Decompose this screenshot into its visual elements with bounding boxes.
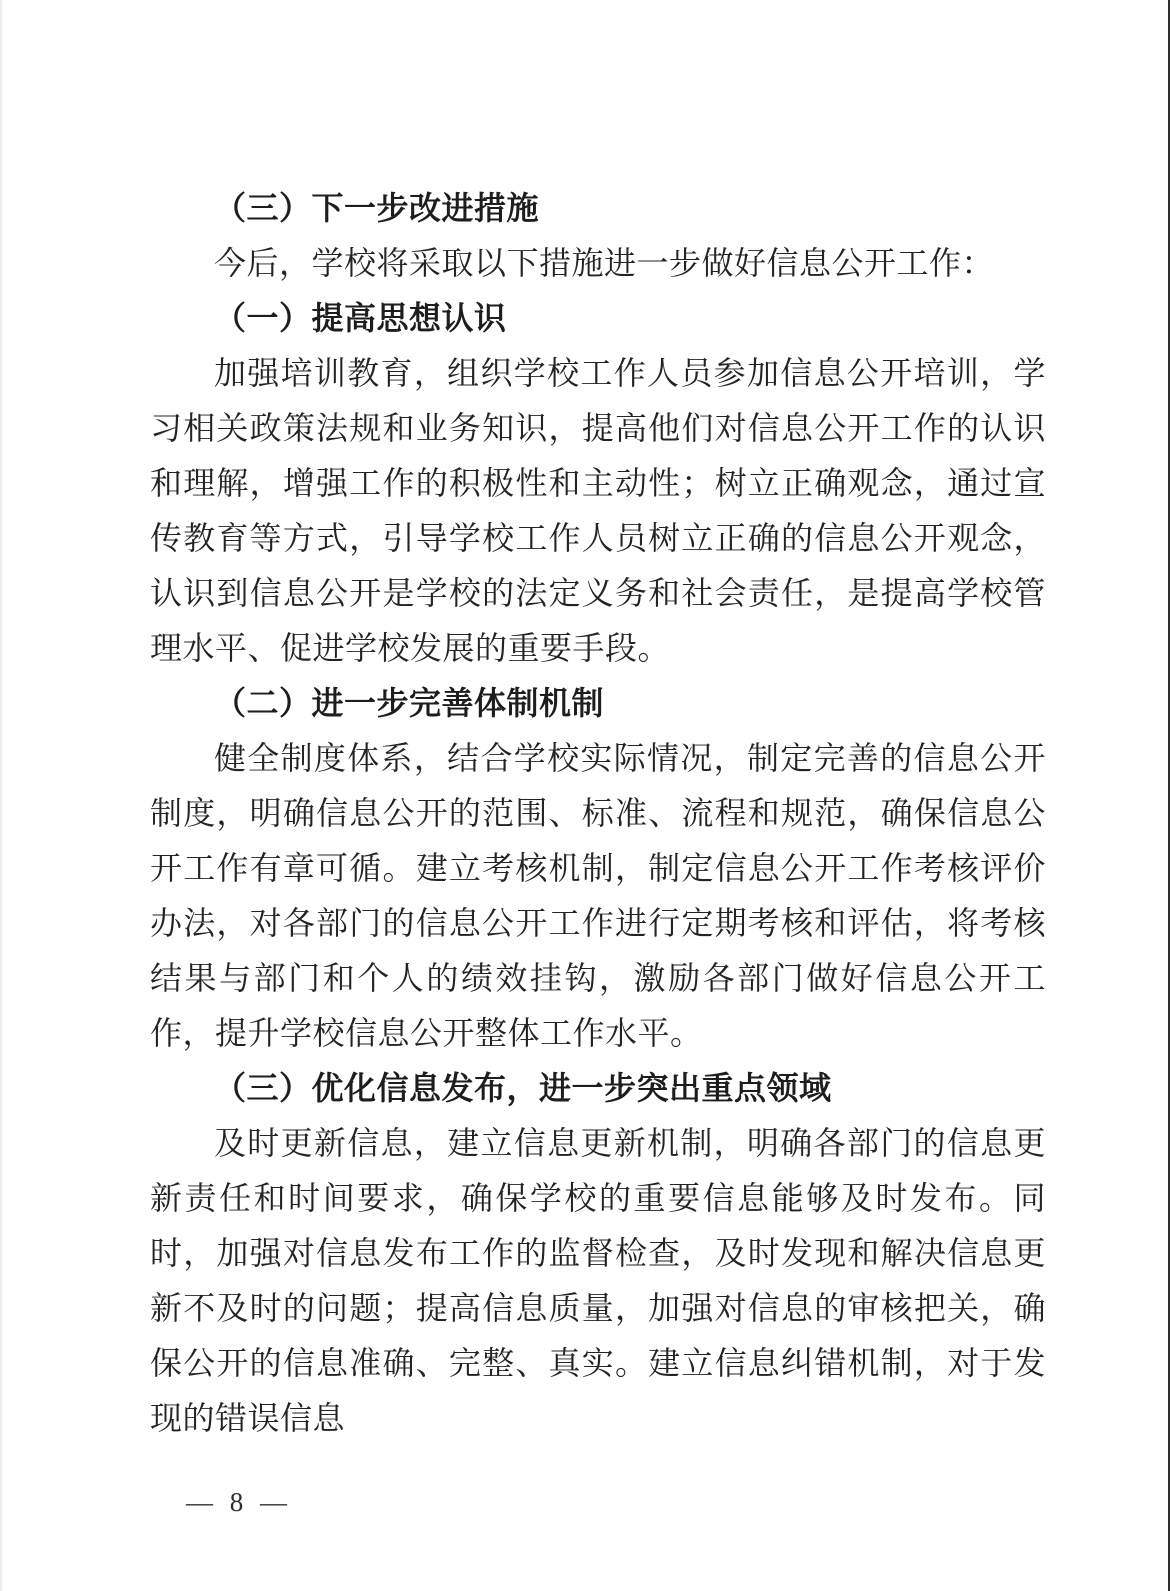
section-heading: （二）进一步完善体制机制 bbox=[214, 685, 605, 721]
section-heading: （三）下一步改进措施 bbox=[214, 190, 540, 226]
paragraph: 今后，学校将采取以下措施进一步做好信息公开工作： bbox=[214, 245, 995, 281]
section-heading: （三）优化信息发布，进一步突出重点领域 bbox=[214, 1070, 832, 1106]
section-heading: （一）提高思想认识 bbox=[214, 300, 507, 336]
page-number: — 8 — bbox=[186, 1487, 292, 1517]
page-left-edge bbox=[0, 0, 2, 1591]
paragraph: 加强培训教育，组织学校工作人员参加信息公开培训，学习相关政策法规和业务知识，提高他们对信息公开工作的认识和理解，增强工作的积极性和主动性；树立正确观念，通过宣传教育等方式，引导学校工作人员树立正确的信息公开观念，认识到信息公开是学校的法定义务和社会责任，是提高学校管理水平、促进学校发展的重要手段。 bbox=[150, 355, 1046, 666]
paragraph: 及时更新信息，建立信息更新机制，明确各部门的信息更新责任和时间要求，确保学校的重要信息能够及时发布。同时，加强对信息发布工作的监督检查，及时发现和解决信息更新不及时的问题；提高信息质量，加强对信息的审核把关，确保公开的信息准确、完整、真实。建立信息纠错机制，对于发现的错误信息 bbox=[150, 1125, 1046, 1436]
paragraph: 健全制度体系，结合学校实际情况，制定完善的信息公开制度，明确信息公开的范围、标准、流程和规范，确保信息公开工作有章可循。建立考核机制，制定信息公开工作考核评价办法，对各部门的信息公开工作进行定期考核和评估，将考核结果与部门和个人的绩效挂钩，激励各部门做好信息公开工作，提升学校信息公开整体工作水平。 bbox=[150, 740, 1046, 1051]
document-body bbox=[150, 181, 1046, 1446]
